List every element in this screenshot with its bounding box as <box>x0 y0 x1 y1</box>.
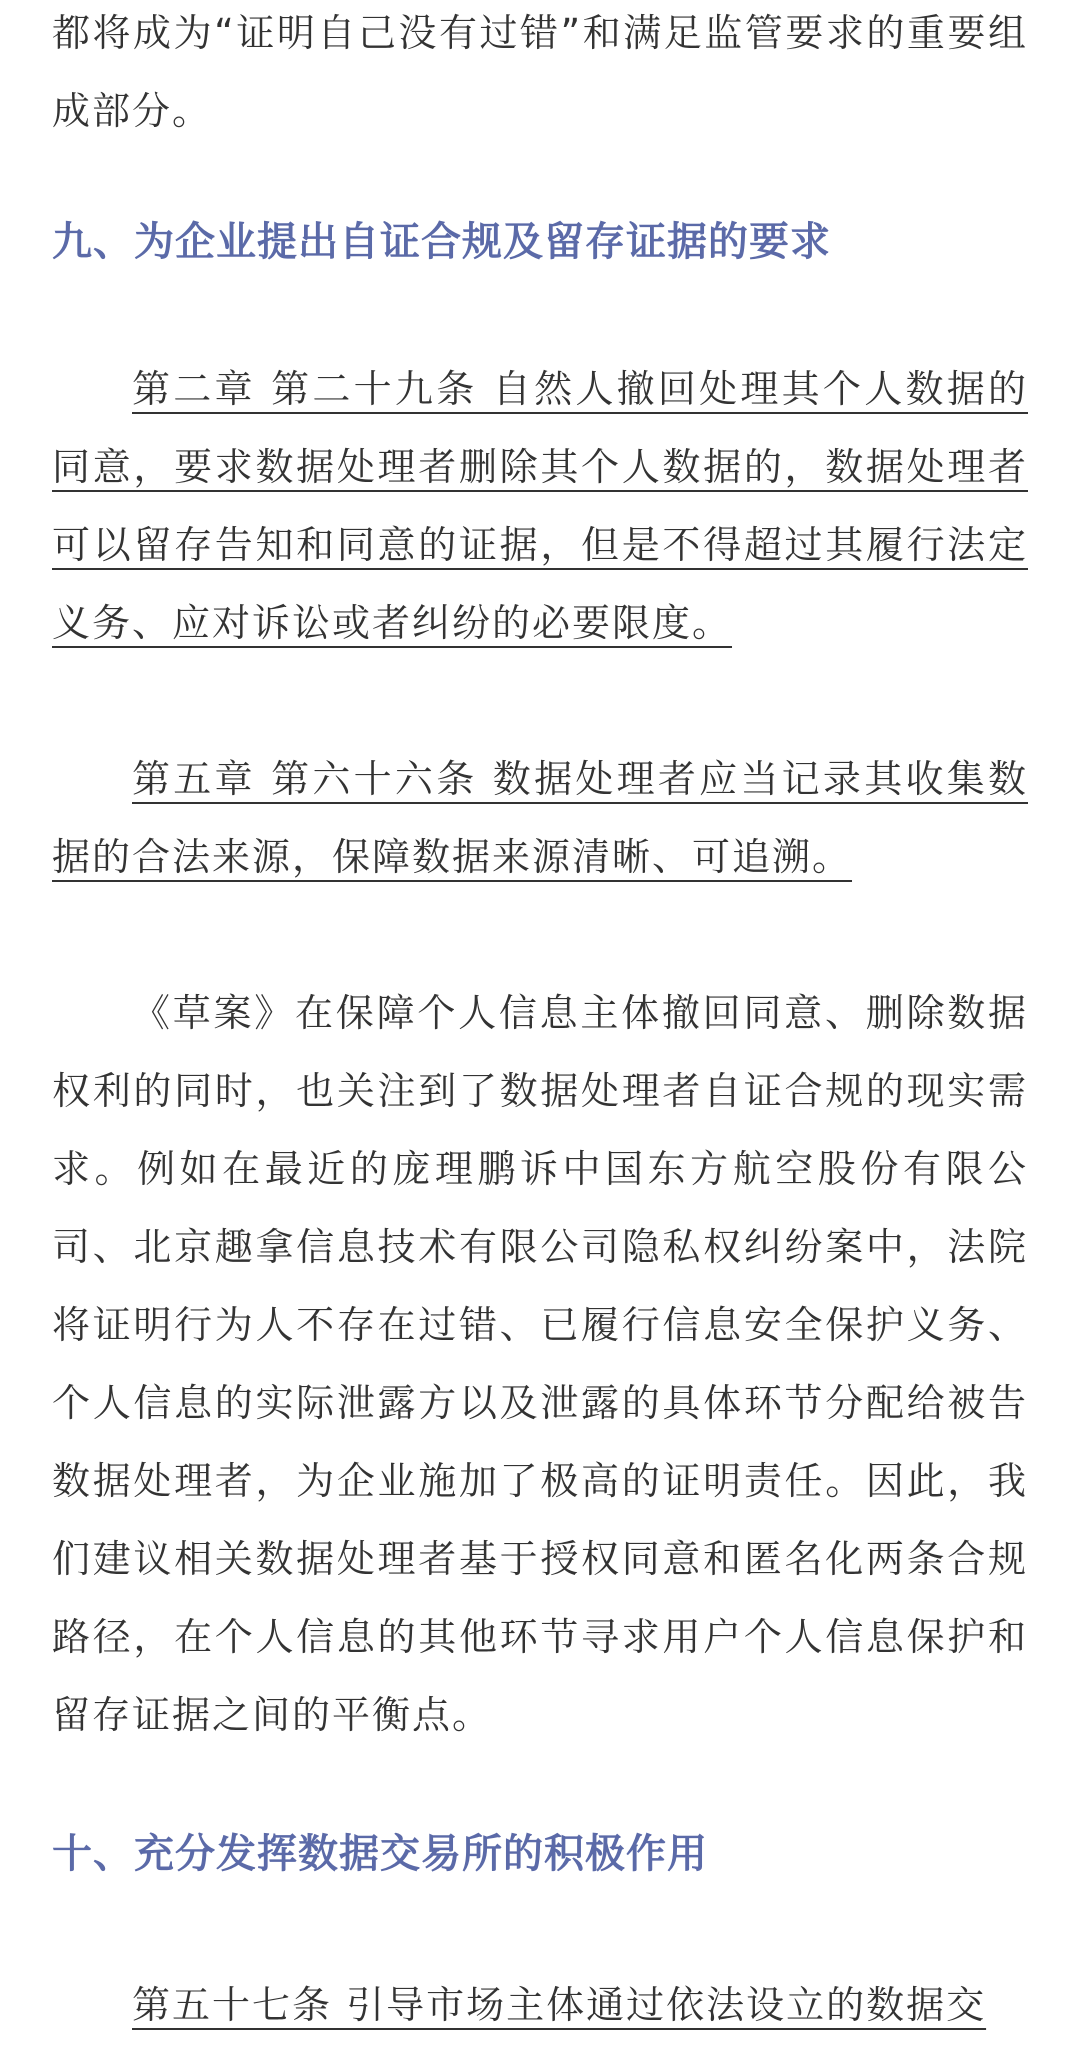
article-body <box>52 0 1028 2044</box>
article-29-text: 第二章 第二十九条 自然人撤回处理其个人数据的同意，要求数据处理者删除其个人数据的，数据处理者可以留存告知和同意的证据，但是不得超过其履行法定义务、应对诉讼或者纠纷的必要限度。 <box>52 367 1028 645</box>
article-66-quote <box>52 740 1028 896</box>
article-57-quote <box>52 1966 1028 2044</box>
section-10-heading: 十、充分发挥数据交易所的积极作用 <box>52 1831 708 1877</box>
section-9-heading: 九、为企业提出自证合规及留存证据的要求 <box>52 219 831 265</box>
article-57-text: 第五十七条 引导市场主体通过依法设立的数据交 <box>132 1983 987 2027</box>
article-66-text: 第五章 第六十六条 数据处理者应当记录其收集数据的合法来源，保障数据来源清晰、可追溯。 <box>52 757 1028 879</box>
article-29-quote <box>52 350 1028 662</box>
draft-commentary-paragraph: 《草案》在保障个人信息主体撤回同意、删除数据权利的同时，也关注到了数据处理者自证合规的现实需求。例如在最近的庞理鹏诉中国东方航空股份有限公司、北京趣拿信息技术有限公司隐私权纠纷案中，法院将证明行为人不存在过错、已履行信息安全保护义务、个人信息的实际泄露方以及泄露的具体环节分配给被告数据处理者，为企业施加了极高的证明责任。因此，我们建议相关数据处理者基于授权同意和匿名化两条合规路径，在个人信息的其他环节寻求用户个人信息保护和留存证据之间的平衡点。 <box>52 991 1028 1737</box>
intro-paragraph: 都将成为“证明自己没有过错”和满足监管要求的重要组成部分。 <box>52 11 1028 133</box>
